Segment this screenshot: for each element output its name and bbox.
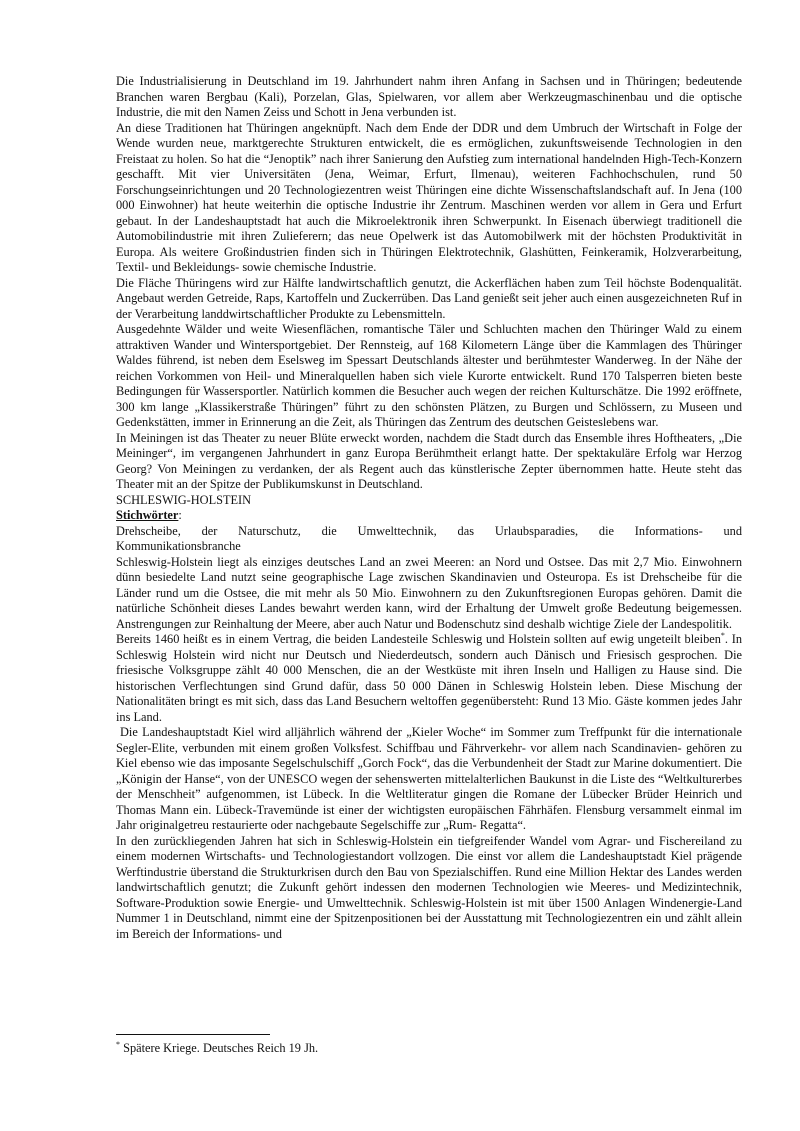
- paragraph-meere: Schleswig-Holstein liegt als einziges deutsches Land an zwei Meeren: an Nord und Ostsee. Das mit 2,7 Mio. Einwohnern dünn besiedelte Land nutzt seine geographische Lage zwischen Skandinavien und Osteuropa. Es ist Drehscheibe für die Länder rund um die Ostsee, die mit mehr als 50 Mio. Einwohnern zu den Zukunftsregionen Europas gehören. Damit die natürliche Schönheit dieses Landes bewahrt werden kann, wird der Erhaltung der Umwelt große Bedeutung beigemessen. Anstrengungen zur Reinhaltung der Meere, aber auch Natur und Bodenschutz sind deshalb wichtige Ziele der Landespolitik.: [116, 554, 742, 631]
- paragraph-kiel: Die Landeshauptstadt Kiel wird alljährlich während der „Kieler Woche“ im Sommer zum Treffpunkt für die internationale Segler-Elite, verbunden mit einem großen Volksfest. Schiffbau und Fährverkehr- vor allem nach Scandinavien- gehören zu Kiel ebenso wie das imposante Segelschulschiff „Gorch Fock“, das die Verbundenheit der Stadt zur Marine dokumentiert. Die „Königin der Hanse“, von der UNESCO wegen der sehenswerten mittelalterlichen Baukunst in die Liste des “Weltkulturerbes der Menschheit” aufgenommen, ist Lübeck. In die Weltliteratur gingen die Romane der Lübecker Brüder Heinrich und Thomas Mann ein. Lübeck-Travemünde ist einer der wichtigsten europäischen Fährhäfen. Flensburg versammelt einmal im Jahr originalgetreu restaurierte oder nachgebaute Segelschiffe zur „Rum- Regatta“.: [116, 725, 742, 832]
- paragraph-traditionen: An diese Traditionen hat Thüringen angeknüpft. Nach dem Ende der DDR und dem Umbruch der Wirtschaft in Folge der Wende wurden neue, marktgerechte Strukturen entwickelt, die es ermöglichen, zukunftsweisende Technologien in den Freistaat zu holen. So hat die “Jenoptik” nach ihrer Sanierung den Aufstieg zum international handelnden High-Tech-Konzern geschafft. Mit vier Universitäten (Jena, Weimar, Erfurt, Ilmenau), weiteren Fachhochschulen, rund 50 Forschungseinrichtungen und 20 Technologiezentren weist Thüringen eine dichte Wissenschaftslandschaft auf. In Jena (100 000 Einwohner) hat heute weiterhin die optische Industrie ihr Zentrum. Maschinen werden vor allem in Gera und Erfurt gebaut. In der Landeshauptstadt hat auch die Mikroelektronik ihren Schwerpunkt. In Eisenach überwiegt traditionell die Automobilindustrie mit ihren Zulieferern; das neue Opelwerk ist das Automobilwerk mit der höchsten Produktivität in Europa. Als weitere Großindustrien finden sich in Thüringen Elektrotechnik, Glashütten, Feinkeramik, Holzverarbeitung, Textil- und Bekleidungs- sowie chemische Industrie.: [116, 120, 742, 274]
- footnote-text: Spätere Kriege. Deutsches Reich 19 Jh.: [120, 1041, 319, 1055]
- paragraph-meiningen: In Meiningen ist das Theater zu neuer Blüte erweckt worden, nachdem die Stadt durch das Ensemble ihres Hoftheaters, „Die Meininger“, im vergangenen Jahrhundert in ganz Europa Berühmtheit erlangt hatte. Der spektakuläre Erfolg war Herzog Georg? Von Meiningen zu verdanken, der als Regent auch das künstlerische Zepter übernommen hatte. Heute steht das Theater mit an der Spitze der Publikumskunst in Deutschland.: [116, 430, 742, 491]
- paragraph-wandel: In den zurückliegenden Jahren hat sich in Schleswig-Holstein ein tiefgreifender Wandel vom Agrar- und Fischereiland zu einem modernen Wirtschafts- und Technologiestandort vollzogen. Die einst vor allem die Landeshauptstadt Kiel prägende Werftindustrie überstand die Strukturkrisen durch den Bau von Spezialschiffen. Rund eine Million Hektar des Landes werden landwirtschaftlich genutzt; die Zukunft gehört indessen den modernen Technologien wie Meeres- und Medizintechnik, Software-Produktion sowie Energie- und Umwelttechnik. Schleswig-Holstein ist mit über 1500 Anlagen Windenergie-Land Nummer 1 in Deutschland, nimmt eine der Spitzenpositionen bei der Ausstattung mit Technologiezentren ein und zählt allein im Bereich der Informations- und: [116, 833, 742, 941]
- keywords-heading: [116, 508, 742, 524]
- paragraph-industrialisierung: Die Industrialisierung in Deutschland im 19. Jahrhundert nahm ihren Anfang in Sachsen und in Thüringen; bedeutende Branchen waren Bergbau (Kali), Porzelan, Glas, Spielwaren, vor allem aber Werkzeugmaschinenbau und die optische Industrie, die mit den Namen Zeiss und Schott in Jena verbunden ist.: [116, 74, 742, 119]
- footnote-separator: [116, 1034, 270, 1035]
- paragraph-landwirtschaft: Die Fläche Thüringens wird zur Hälfte landwirtschaftlich genutzt, die Ackerflächen haben zum Teil höchste Bodenqualität. Angebaut werden Getreide, Raps, Kartoffeln und Zuckerrüben. Das Land genießt seit jeher auch einen ausgezeichneten Ruf in der Verarbeitung landdwirtschaftlicher Produkte zu Lebensmitteln.: [116, 275, 742, 321]
- vertrag-text-after: . In Schleswig Holstein wird nicht nur Deutsch und Niederdeutsch, sondern auch Dänisch und Friesisch gesprochen. Die friesische Volksgruppe zählt 40 000 Menschen, die an der Westküste mit ihren Inseln und Halligen zu Hause sind. Die historischen Verflechtungen sind Grund dafür, dass 50 000 Dänen in Schleswig Holstein leben. Diese Mischung der Nationalitäten bringt es mit sich, dass das Land Besuchern weltoffen gegenübersteht: Rund 13 Mio. Gäste kommen jedes Jahr ins Land.: [116, 632, 742, 724]
- keywords-title: Stichwörter: [116, 508, 179, 522]
- footnote: [116, 1041, 742, 1056]
- keywords-colon: :: [178, 508, 182, 522]
- paragraph-waelder: Ausgedehnte Wälder und weite Wiesenflächen, romantische Täler und Schluchten machen den Thüringer Wald zu einem attraktiven Wander und Wintersportgebiet. Der Rennsteig, auf 168 Kilometern Länge über die Kammlagen des Thüringer Waldes führend, ist neben dem Eselsweg im Spessart Deutschlands ältester und berühmtester Wanderweg. In der Nähe der reichen Vorkommen von Heil- und Mineralquellen haben sich viele Kurorte entwickelt. Rund 170 Talsperren bieten beste Bedingungen für Wassersportler. Natürlich kommen die Besucher auch wegen der reichen Kulturschätze. Die 1992 eröffnete, 300 km lange „Klassikerstraße Thüringen” führt zu den schönsten Plätzen, zu Burgen und Schlössern, zu Museen und Gedenkstätten, immer in Erinnerung an die Zeit, als Thüringen das Zentrum des deutschen Geisteslebens war.: [116, 322, 742, 429]
- document-page: [116, 74, 742, 942]
- keywords-list: Drehscheibe, der Naturschutz, die Umwelttechnik, das Urlaubsparadies, die Informations- und Kommunikationsbranche: [116, 523, 742, 553]
- vertrag-text-before: Bereits 1460 heißt es in einem Vertrag, die beiden Landesteile Schleswig und Holstein sollten auf ewig ungeteilt bleiben: [116, 632, 721, 646]
- paragraph-vertrag: [116, 632, 742, 725]
- footnote-mark: *: [116, 1039, 120, 1049]
- footnote-reference: *: [720, 630, 725, 640]
- section-title: SCHLESWIG-HOLSTEIN: [116, 492, 252, 507]
